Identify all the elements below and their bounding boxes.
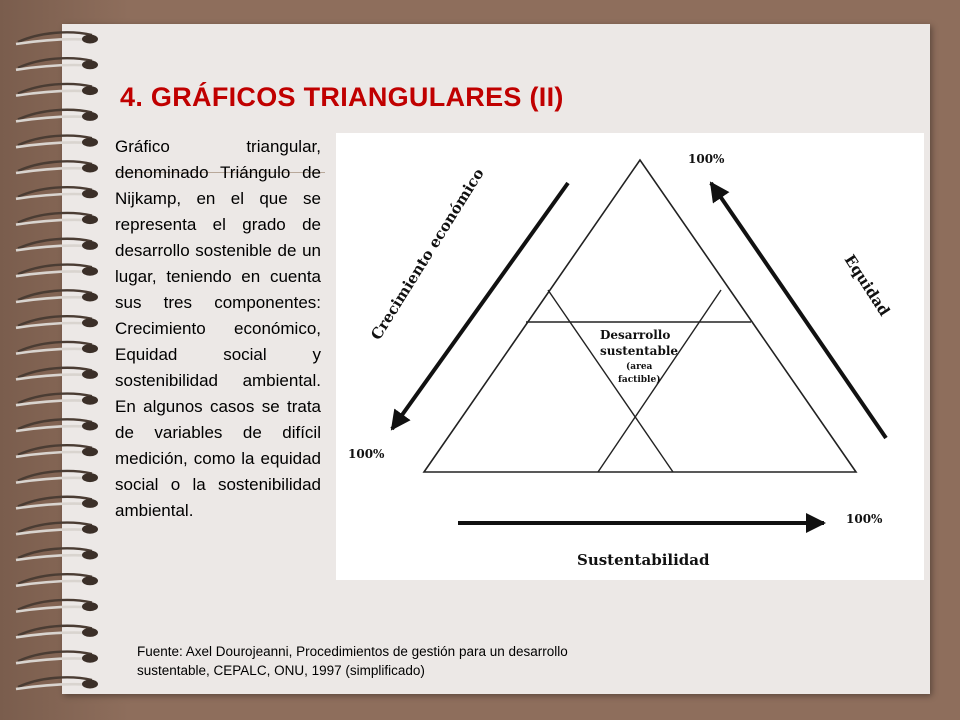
pct-top-label: 100% (688, 152, 725, 166)
pct-right-label: 100% (846, 512, 883, 526)
binding-ring (16, 316, 98, 328)
growth-axis-label: Crecimiento económico (367, 165, 488, 344)
slide-title: 4. GRÁFICOS TRIANGULARES (II) (120, 82, 564, 112)
pct-left-label: 100% (348, 447, 385, 461)
spiral-binding (0, 0, 130, 720)
nijkamp-triangle-diagram (336, 133, 924, 580)
sustainability-axis-label: Sustentabilidad (577, 551, 710, 569)
equity-arrow (711, 183, 886, 438)
source-line-1: Fuente: Axel Dourojeanni, Procedimientos de gestión para un desarrollo (137, 644, 568, 659)
binding-ring (16, 110, 98, 122)
binding-ring (16, 161, 98, 173)
binding-ring (16, 523, 98, 535)
center-label-line1: Desarrollo (600, 328, 671, 342)
binding-ring (16, 652, 98, 664)
binding-ring (16, 471, 98, 483)
binding-ring (16, 600, 98, 612)
binding-ring (16, 290, 98, 302)
binding-ring (16, 136, 98, 148)
binding-ring (16, 187, 98, 199)
equity-axis-label: Equidad (840, 251, 894, 320)
binding-ring (16, 342, 98, 354)
binding-ring (16, 574, 98, 586)
binding-ring (16, 497, 98, 509)
binding-ring (16, 32, 98, 44)
binding-ring (16, 265, 98, 277)
binding-ring (16, 677, 98, 689)
binding-ring (16, 84, 98, 96)
binding-ring (16, 548, 98, 560)
center-label-line3: (area (626, 362, 653, 372)
binding-ring (16, 368, 98, 380)
description-text: Gráfico triangular, denominado Triángulo de Nijkamp, en el que se representa el grado de desarrollo sostenible de un lugar, teniendo en cuenta sus tres componentes: Crecimiento económico, Equidad social y sostenibilidad ambiental. En algunos casos se trata de variables de difícil medición, como la equidad social o la sostenibilidad ambiental. (115, 137, 321, 520)
binding-ring (16, 239, 98, 251)
binding-ring (16, 58, 98, 70)
binding-ring (16, 213, 98, 225)
center-label-line2: sustentable (600, 344, 679, 358)
binding-ring (16, 445, 98, 457)
binding-ring (16, 394, 98, 406)
binding-ring (16, 419, 98, 431)
source-line-2: sustentable, CEPALC, ONU, 1997 (simplificado) (137, 663, 425, 678)
source-citation (137, 642, 697, 680)
main-triangle (424, 160, 856, 472)
binding-ring (16, 626, 98, 638)
center-label-line4: factible) (618, 375, 661, 385)
